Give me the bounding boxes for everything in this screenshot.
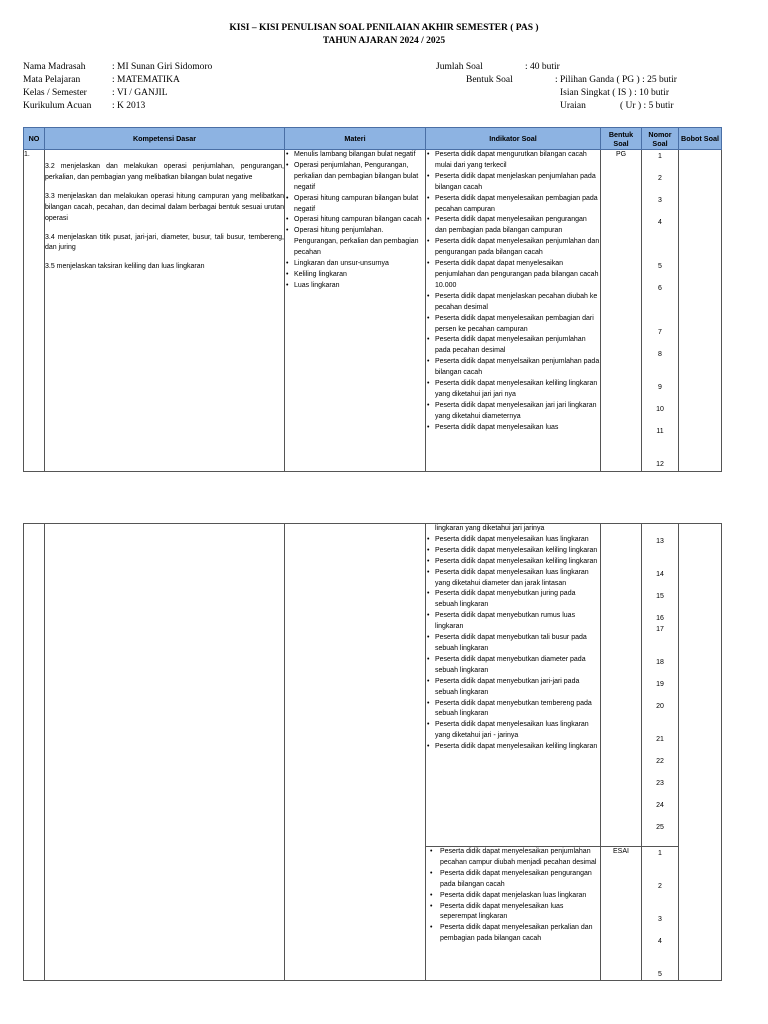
indikator-item: • Peserta didik dapat menyelesaikan pengurangan dan pembagian pada bilangan campuran <box>426 215 600 237</box>
indikator-item: • Peserta didik dapat menyelesaikan keliling lingkaran <box>426 546 600 557</box>
nomor-item: 6 <box>658 285 662 292</box>
esai-indikator-item: • Peserta didik dapat menyelesaikan perkalian dan pembagian pada bilangan cacah <box>426 923 600 945</box>
nomor-item: 1 <box>658 153 662 160</box>
cell-no <box>24 150 45 472</box>
materi-item: • Operasi penjumlahan, Pengurangan, perkalian dan pembagian bilangan bulat negatif <box>285 161 425 194</box>
nomor-item: 20 <box>656 703 664 710</box>
materi-item: • Operasi hitung campuran bilangan cacah <box>285 215 425 226</box>
jumlah-soal-label: Jumlah Soal <box>436 62 483 72</box>
cell-bobot-soal <box>679 524 722 981</box>
cell-kompetensi-dasar <box>45 524 285 981</box>
cell-bentuk-soal <box>601 524 642 847</box>
pg-count: : Pilihan Ganda ( PG ) : 25 butir <box>555 75 677 85</box>
info-value-kelas: : VI / GANJIL <box>112 88 168 98</box>
header-no: NO <box>24 128 45 150</box>
indikator-list <box>426 535 600 753</box>
indikator-item: • Peserta didik dapat menyebutkan jari-jari pada sebuah lingkaran <box>426 677 600 699</box>
info-label-kelas: Kelas / Semester <box>23 88 87 98</box>
nomor-item: 3 <box>658 197 662 204</box>
nomor-item: 8 <box>658 351 662 358</box>
materi-list <box>285 150 425 292</box>
is-count: Isian Singkat ( IS ) : 10 butir <box>560 88 669 98</box>
nomor-item: 22 <box>656 758 664 765</box>
nomor-item: 9 <box>658 384 662 391</box>
nomor-item: 17 <box>656 626 664 633</box>
bentuk-soal-label: Bentuk Soal <box>466 75 513 85</box>
nomor-esai-item: 2 <box>658 883 662 890</box>
esai-indikator-item: • Peserta didik dapat menyelesaikan luas seperempat lingkaran <box>426 902 600 924</box>
nomor-item: 10 <box>656 406 664 413</box>
materi-item: • Operasi hitung penjumlahan. Pengurangan, perkalian dan pembagian pecahan <box>285 226 425 259</box>
cell-kompetensi-dasar <box>45 150 285 472</box>
indikator-item: • Peserta didik dapat menyelesaikan luas <box>426 423 600 434</box>
header-kompetensi-dasar: Kompetensi Dasar <box>45 128 285 150</box>
cell-indikator-soal <box>426 524 601 847</box>
nomor-item: 11 <box>656 428 664 435</box>
nomor-item: 18 <box>656 659 664 666</box>
esai-indikator-list <box>426 847 600 945</box>
nomor-item: 13 <box>656 538 664 545</box>
nomor-item: 12 <box>656 461 664 468</box>
indikator-item: • Peserta didik dapat menyebutkan diameter pada sebuah lingkaran <box>426 655 600 677</box>
nomor-esai-item: 5 <box>658 971 662 978</box>
cell-materi <box>285 150 426 472</box>
info-label-kurikulum: Kurikulum Acuan <box>23 101 92 111</box>
nomor-esai-item: 4 <box>658 938 662 945</box>
nomor-item: 14 <box>656 571 664 578</box>
indikator-item: • Peserta didik dapat menyelesaikan luas lingkaran <box>426 535 600 546</box>
header-bentuk-soal: Bentuk Soal <box>601 128 642 150</box>
nomor-item: 19 <box>656 681 664 688</box>
materi-item: • Operasi hitung campuran bilangan bulat negatif <box>285 194 425 216</box>
esai-indikator-item: • Peserta didik dapat menyelesaikan penjumlahan pecahan campur diubah menjadi pecahan desimal <box>426 847 600 869</box>
nomor-item: 16 <box>656 615 664 622</box>
bentuk-esai: ESAI <box>613 848 629 855</box>
indikator-item: • Peserta didik dapat mengurutkan bilangan cacah mulai dari yang terkecil <box>426 150 600 172</box>
esai-indikator-item: • Peserta didik dapat menjelaskan luas lingkaran <box>426 891 600 902</box>
document-title: KISI – KISI PENULISAN SOAL PENILAIAN AKHIR SEMESTER ( PAS ) <box>229 23 539 33</box>
cell-bobot-soal <box>679 150 722 472</box>
cell-materi <box>285 524 426 981</box>
info-label-madrasah: Nama Madrasah <box>23 62 86 72</box>
nomor-item: 4 <box>658 219 662 226</box>
header-materi: Materi <box>285 128 426 150</box>
header-nomor-soal: Nomor Soal <box>642 128 679 150</box>
indikator-item: • Peserta didik dapat menyelesaikan pembagian pada pecahan campuran <box>426 194 600 216</box>
indikator-item: • Peserta didik dapat menjelaskan penjumlahan pada bilangan cacah <box>426 172 600 194</box>
cell-nomor-esai <box>642 847 679 981</box>
nomor-esai-item: 3 <box>658 916 662 923</box>
indikator-item: • Peserta didik dapat menyelesaikan keliling lingkaran <box>426 557 600 568</box>
nomor-item: 7 <box>658 329 662 336</box>
info-value-mapel: : MATEMATIKA <box>112 75 180 85</box>
cell-nomor-soal <box>642 150 679 472</box>
ur-label: Uraian <box>560 101 586 111</box>
header-indikator-soal: Indikator Soal <box>426 128 601 150</box>
kisi-table-page1 <box>23 127 722 472</box>
indikator-item: • Peserta didik dapat menyelesaikan keliling lingkaran yang diketahui jari jari nya <box>426 379 600 401</box>
info-value-kurikulum: : K 2013 <box>112 101 146 111</box>
indikator-item: • Peserta didik dapat menyelesaikan penjumlahan dan pengurangan pada bilangan cacah <box>426 237 600 259</box>
indikator-item: • Peserta didik dapat menjelaskan pecahan diubah ke pecahan desimal <box>426 292 600 314</box>
materi-item: • Luas lingkaran <box>285 281 425 292</box>
ur-count: ( Ur ) : 5 butir <box>620 101 674 111</box>
materi-item: • Lingkaran dan unsur-unsurnya <box>285 259 425 270</box>
indikator-item: • Peserta didik dapat menyelesaikan penjumlahan pada pecahan desimal <box>426 335 600 357</box>
materi-item: • Keliling lingkaran <box>285 270 425 281</box>
indikator-item: • Peserta didik dapat menyebutkan rumus luas lingkaran <box>426 611 600 633</box>
kd-item: 3.5 menjelaskan taksiran keliling dan luas lingkaran <box>45 263 205 271</box>
indikator-list <box>426 150 600 434</box>
cell-indikator-esai <box>426 847 601 981</box>
nomor-item: 23 <box>656 780 664 787</box>
kd-item: 3.3 menjelaskan dan melakukan operasi hitung campuran yang melibatkan bilangan cacah, pecahan, dan decimal dalam berbagai bentuk sesuai urutan operasi <box>45 192 284 222</box>
jumlah-soal-value: : 40 butir <box>525 62 560 72</box>
nomor-item: 15 <box>656 593 664 600</box>
indikator-continuation: lingkaran yang diketahui jari jarinya <box>435 525 545 532</box>
nomor-item: 24 <box>656 802 664 809</box>
nomor-item: 21 <box>656 736 664 743</box>
kd-item: 3.2 menjelaskan dan melakukan operasi penjumlahan, pengurangan, perkalian, dan pembagian yang melibatkan bilangan bulat negative <box>45 163 284 181</box>
indikator-item: • Peserta didik dapat menyelesaikan luas lingkaran yang diketahui jari - jarinya <box>426 720 600 742</box>
indikator-item: • Peserta didik dapat menyelesaikan pembagian dari persen ke pecahan campuran <box>426 314 600 336</box>
indikator-item: • Peserta didik dapat menyelsaikan penjumlahan pada bilangan cacah <box>426 357 600 379</box>
nomor-item: 2 <box>658 175 662 182</box>
cell-indikator-soal <box>426 150 601 472</box>
cell-bentuk-soal <box>601 150 642 472</box>
row-number: 1. <box>24 151 30 158</box>
info-value-madrasah: : MI Sunan Giri Sidomoro <box>112 62 213 72</box>
nomor-item: 5 <box>658 263 662 270</box>
info-label-mapel: Mata Pelajaran <box>23 75 81 85</box>
indikator-item: • Peserta didik dapat menyelesaikan keliling lingkaran <box>426 742 600 753</box>
materi-item: • Menulis lambang bilangan bulat negatif <box>285 150 425 161</box>
esai-indikator-item: • Peserta didik dapat menyelesaikan pengurangan pada bilangan cacah <box>426 869 600 891</box>
kisi-table-page2 <box>23 523 722 981</box>
nomor-esai-item: 1 <box>658 850 662 857</box>
bentuk-pg: PG <box>615 151 627 158</box>
indikator-item: • Peserta didik dapat menyebutkan tembereng pada sebuah lingkaran <box>426 699 600 721</box>
indikator-item: • Peserta didik dapat menyelesaikan jari jari lingkaran yang diketahui diameternya <box>426 401 600 423</box>
header-bobot-soal: Bobot Soal <box>679 128 722 150</box>
indikator-item: • Peserta didik dapat menyebutkan juring pada sebuah lingkaran <box>426 589 600 611</box>
cell-bentuk-esai <box>601 847 642 981</box>
indikator-item: • Peserta didik dapat menyelesaikan luas lingkaran yang diketahui diameter dan jarak lintasan <box>426 568 600 590</box>
cell-nomor-soal <box>642 524 679 847</box>
cell-no <box>24 524 45 981</box>
nomor-item: 25 <box>656 824 664 831</box>
school-year: TAHUN AJARAN 2024 / 2025 <box>322 36 446 46</box>
indikator-item: • Peserta didik dapat dapat menyelesaikan penjumlahan dan pengurangan pada bilangan cacah 10.000 <box>426 259 600 292</box>
indikator-item: • Peserta didik dapat menyebutkan tali busur pada sebuah lingkaran <box>426 633 600 655</box>
kd-item: 3.4 menjelaskan titik pusat, jari-jari, diameter, busur, tali busur, tembereng, dan juring <box>45 233 284 252</box>
